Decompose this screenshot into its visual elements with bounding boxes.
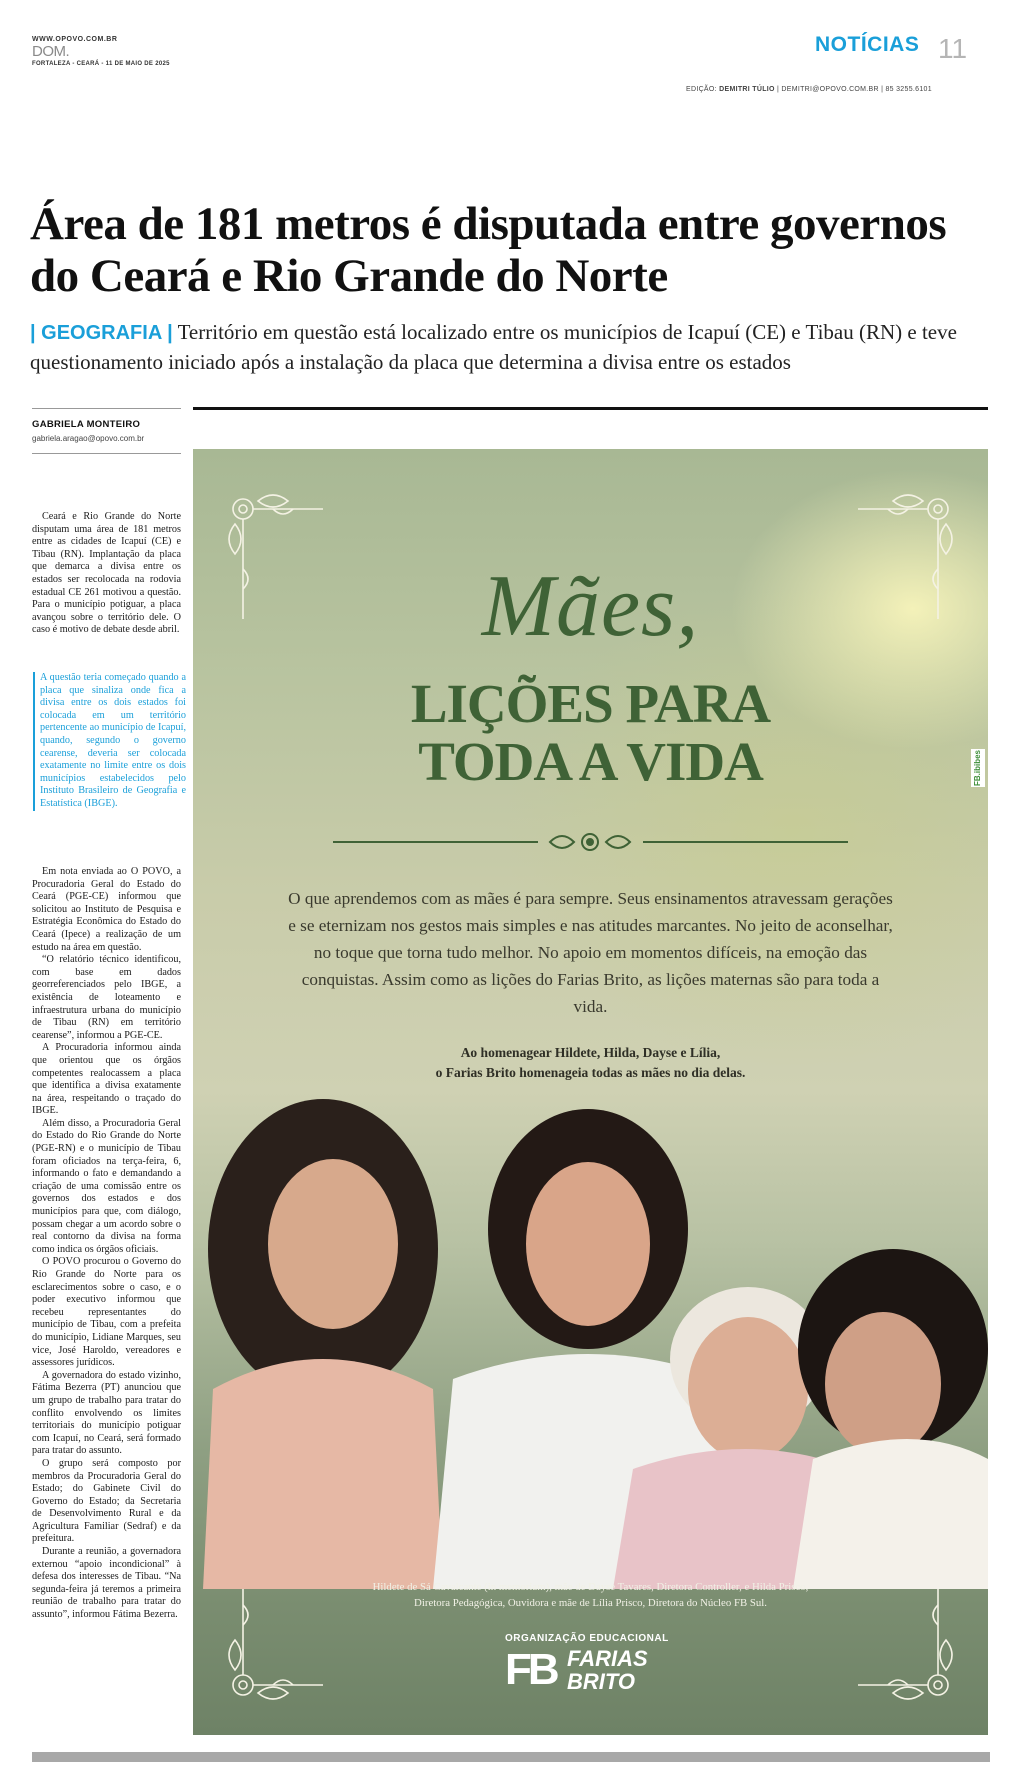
logo-mark: FB [505, 1645, 556, 1694]
flourish-icon [548, 827, 633, 857]
article-paragraph: Em nota enviada ao O POVO, a Procuradoria Geral do Estado do Ceará (PGE-CE) informou que solicitou ao Instituto de Pesquisa e Estratégia Econômica do Estado do Ceará (Ipece) a realização de um estudo na área em questão. [32, 866, 181, 953]
org-label: ORGANIZAÇÃO EDUCACIONAL [505, 1633, 669, 1644]
article-body [32, 866, 181, 1622]
section-title: NOTÍCIAS [815, 33, 920, 56]
edition-label: EDIÇÃO: [686, 86, 717, 93]
masthead-edition-day: DOM. [32, 43, 70, 60]
ad-homage-line: o Farias Brito homenageia todas as mães no dia delas. [435, 1065, 746, 1080]
author-name: GABRIELA MONTEIRO [32, 419, 141, 430]
caption-line: Hildete de Sá Cavalcante (in memoriam), mãe de Dayse Tavares, Diretora Controller, e Hilda Prisco, [372, 1581, 809, 1593]
article-intro [32, 511, 181, 637]
ad-title-line: LIÇÕES PARA [410, 673, 771, 734]
divider [643, 841, 848, 843]
ad-body-text: O que aprendemos com as mães é para sempre. Seus ensinamentos atravessam gerações e se eternizam nos gestos mais simples e nas atitudes marcantes. No jeito de aconselhar, no toque que torna tudo melhor. No apoio em momentos difíceis, na emoção das conquistas. Assim como as lições do Farias Brito, as lições maternas são para toda a vida. [288, 889, 893, 1016]
divider [193, 407, 988, 410]
article-paragraph: Ceará e Rio Grande do Norte disputam uma área de 181 metros entre as cidades de Icapuí (CE) e Tibau (RN). Implantação da placa que demarca a divisa entre os estados ser recolocada na rodovia estadual CE 261 motivou a questão. Para o município potiguar, a placa avançou sobre o território dele. O caso é motivo de debate desde abril. [32, 511, 181, 636]
deck-text: Território em questão está localizado entre os municípios de Icapuí (CE) e Tibau (RN) e teve questionamento iniciado após a instalação da placa que determina a divisa entre os estados [30, 320, 957, 374]
article-paragraph: A governadora do estado vizinho, Fátima Bezerra (PT) anunciou que um grupo de trabalho para tratar do conflito envolvendo os limites territoriais do município potiguar com Icapuí, no Ceará, será formado para tratar do assunto. [32, 1369, 181, 1457]
deck [30, 317, 990, 377]
author-email[interactable]: gabriela.aragao@opovo.com.br [32, 434, 145, 443]
section-tag: | GEOGRAFIA | [30, 322, 173, 344]
farias-brito-logo [505, 1646, 683, 1696]
caption-line: Diretora Pedagógica, Ouvidora e mãe de Lília Prisco, Diretora do Núcleo FB Sul. [414, 1597, 767, 1609]
edition-contact: | DEMITRI@OPOVO.COM.BR | 85 3255.6101 [777, 86, 932, 93]
ad-title-line: TODA A VIDA [418, 731, 763, 792]
byline-divider [32, 453, 181, 454]
logo-word: FARIAS [567, 1646, 648, 1671]
edition-credit [686, 86, 932, 93]
pull-quote: A questão teria começado quando a placa que sinaliza onde fica a divisa entre os dois estados foi colocada em um território pertencente ao município de Icapuí, quando, segundo o governo cearense, deveria ser colocada exatamente no limite entre os dois municípios estabelecidos pelo Instituto Brasileiro de Geografia e Estatística (IBGE). [33, 672, 186, 811]
article-paragraph: O POVO procurou o Governo do Rio Grande do Norte para os esclarecimentos sobre o caso, e o poder executivo informou que recebeu representantes do município de Tibau, com a prefeita do município, Lidiane Marques, seu vice, José Haroldo, vereadores e assessores jurídicos. [32, 1256, 181, 1369]
article-paragraph: O grupo será composto por membros da Procuradoria Geral do Estado; do Gabinete Civil do Governo do Estado; da Secretaria de Desenvolvimento Rural e da Agricultura Familiar (Sedraf) e da prefeitura. [32, 1457, 181, 1545]
ad-title-script: Mães, [481, 558, 700, 655]
footer-bar [32, 1752, 990, 1762]
logo-word: BRITO [567, 1669, 636, 1694]
byline-divider [32, 408, 181, 409]
article-paragraph: “O relatório técnico identificou, com base em dados georreferenciados pelo IBGE, a existência de loteamento e infraestrutura urbana do município de Tibau (RN) em território cearense”, informou a PGE-CE. [32, 954, 181, 1041]
article-paragraph: A Procuradoria informou ainda que orientou que os órgãos competentes realocassem a placa que identifica a divisa exatamente na área, respeitando o traçado do IBGE. [32, 1042, 181, 1117]
photo-caption [313, 1579, 868, 1611]
divider [333, 841, 538, 843]
page-number: 11 [938, 33, 968, 64]
side-tag: FB.ibibes [971, 749, 985, 787]
ad-homage-line: Ao homenagear Hildete, Hilda, Dayse e Lília, [460, 1045, 721, 1060]
masthead-url: WWW.OPOVO.COM.BR [32, 36, 118, 43]
headline: Área de 181 metros é disputada entre governos do Ceará e Rio Grande do Norte [30, 198, 947, 302]
family-photo [193, 1029, 988, 1589]
edition-editor: DEMITRI TÚLIO [719, 86, 775, 93]
masthead-date: FORTALEZA - CEARÁ - 11 DE MAIO DE 2025 [32, 61, 170, 67]
ad-title-main [193, 675, 988, 791]
article-paragraph: Além disso, a Procuradoria Geral do Estado do Rio Grande do Norte (PGE-RN) e o município de Tibau foram oficiados na terça-feira, 6, informando o fato e demandando a criação de uma comissão entre os governos dos estados e dos municípios para que, com diálogo, possam chegar a um acordo sobre o real contorno da divisa na forma como indica os órgãos oficiais. [32, 1117, 181, 1255]
advertisement [193, 449, 988, 1735]
article-paragraph: Durante a reunião, a governadora externou “apoio incondicional” à defesa dos interesses de Tibau. “Na segunda-feira já teremos a primeira reunião de trabalho para tratar do assunto”, informou Fátima Bezerra. [32, 1546, 181, 1621]
